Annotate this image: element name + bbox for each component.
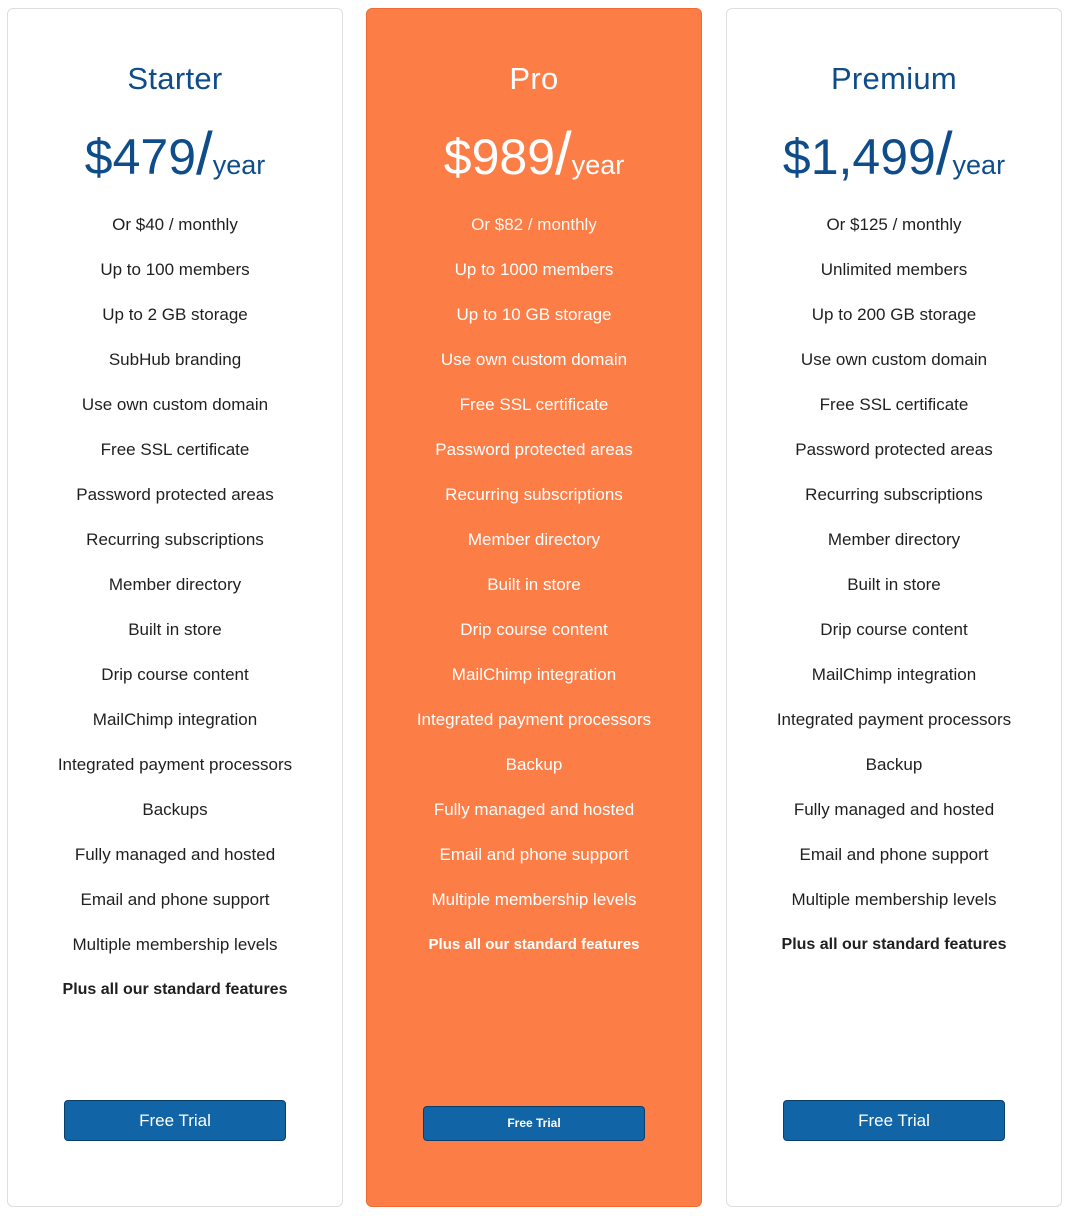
feature-item: Multiple membership levels [72, 935, 278, 954]
free-trial-button-premium[interactable]: Free Trial [783, 1100, 1005, 1141]
feature-item: Up to 2 GB storage [102, 305, 248, 324]
price-amount: $989 [443, 129, 556, 185]
feature-item: Built in store [487, 575, 581, 594]
price-period: year [571, 150, 625, 180]
monthly-price: Or $125 / monthly [826, 215, 962, 234]
feature-item: Drip course content [460, 620, 608, 639]
feature-list [367, 202, 701, 967]
price-period: year [952, 150, 1006, 180]
feature-item: Use own custom domain [81, 395, 269, 414]
feature-item: Free SSL certificate [819, 395, 969, 414]
free-trial-button-pro[interactable]: Free Trial [423, 1106, 645, 1141]
plan-price [8, 119, 342, 200]
feature-item: Drip course content [820, 620, 968, 639]
feature-item: Built in store [847, 575, 941, 594]
feature-item: Fully managed and hosted [793, 800, 995, 819]
monthly-price: Or $40 / monthly [112, 215, 238, 234]
feature-item: Use own custom domain [800, 350, 988, 369]
standard-features-note: Plus all our standard features [781, 936, 1007, 953]
feature-item: Member directory [467, 530, 601, 549]
feature-item: Multiple membership levels [791, 890, 997, 909]
feature-item: Backup [505, 755, 563, 774]
feature-item: Recurring subscriptions [445, 485, 623, 504]
feature-item: Recurring subscriptions [86, 530, 264, 549]
feature-item: MailChimp integration [811, 665, 977, 684]
feature-item: Free SSL certificate [459, 395, 609, 414]
plan-card-pro [366, 8, 702, 1207]
feature-item: Fully managed and hosted [74, 845, 276, 864]
price-period: year [212, 150, 266, 180]
feature-item: Password protected areas [435, 440, 633, 459]
price-slash: / [555, 120, 572, 187]
feature-item: Fully managed and hosted [433, 800, 635, 819]
feature-item: Up to 1000 members [454, 260, 614, 279]
plan-price [727, 119, 1061, 200]
price-slash: / [935, 120, 953, 187]
feature-item: Up to 100 members [100, 260, 250, 279]
feature-item: Integrated payment processors [776, 710, 1012, 729]
price-amount: $1,499 [782, 129, 936, 185]
plan-price [367, 119, 701, 200]
feature-item: Member directory [108, 575, 242, 594]
feature-item: Up to 10 GB storage [456, 305, 612, 324]
feature-item: Integrated payment processors [57, 755, 293, 774]
feature-item: Up to 200 GB storage [811, 305, 977, 324]
feature-item: Drip course content [101, 665, 249, 684]
feature-item: Email and phone support [439, 845, 629, 864]
plan-name: Premium [830, 61, 958, 96]
feature-list [727, 202, 1061, 967]
plan-card-premium [726, 8, 1062, 1207]
feature-item: Integrated payment processors [416, 710, 652, 729]
feature-item: SubHub branding [108, 350, 242, 369]
feature-item: Password protected areas [76, 485, 274, 504]
monthly-price: Or $82 / monthly [471, 215, 597, 234]
plan-name: Pro [509, 61, 559, 96]
feature-item: Email and phone support [799, 845, 989, 864]
feature-item: Email and phone support [80, 890, 270, 909]
feature-item: MailChimp integration [92, 710, 258, 729]
plan-card-starter [7, 8, 343, 1207]
feature-item: Unlimited members [820, 260, 968, 279]
standard-features-note: Plus all our standard features [428, 936, 640, 953]
free-trial-button-starter[interactable]: Free Trial [64, 1100, 286, 1141]
feature-list [8, 202, 342, 1012]
standard-features-note: Plus all our standard features [62, 981, 288, 998]
feature-item: Recurring subscriptions [805, 485, 983, 504]
feature-item: Backup [865, 755, 923, 774]
price-slash: / [196, 120, 213, 187]
price-amount: $479 [84, 129, 197, 185]
feature-item: Password protected areas [795, 440, 993, 459]
plan-name: Starter [127, 61, 223, 96]
feature-item: Member directory [827, 530, 961, 549]
feature-item: Multiple membership levels [431, 890, 637, 909]
feature-item: Backups [142, 800, 208, 819]
feature-item: Built in store [128, 620, 222, 639]
feature-item: MailChimp integration [451, 665, 617, 684]
feature-item: Free SSL certificate [100, 440, 250, 459]
feature-item: Use own custom domain [440, 350, 628, 369]
